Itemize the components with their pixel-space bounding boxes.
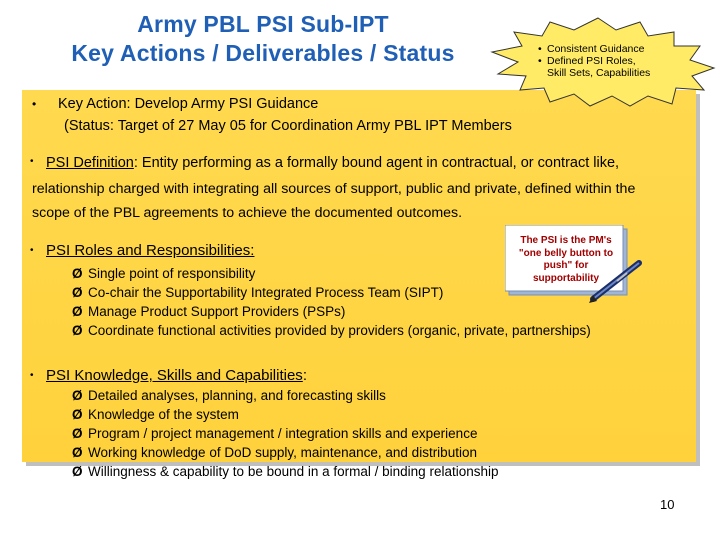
definition-text-1: Entity performing as a formally bound agent in contractual, or contract like,	[141, 155, 620, 171]
bullet: •	[30, 156, 34, 167]
skills-colon: :	[302, 367, 307, 384]
skills-item: Ø Willingness & capability to be bound in a formal / binding relationship	[72, 464, 499, 479]
starburst-item: • Defined PSI Roles,	[538, 55, 636, 67]
skills-item: Ø Working knowledge of DoD supply, maintenance, and distribution	[72, 445, 477, 460]
title-line-1: Army PBL PSI Sub-IPT	[137, 11, 389, 37]
roles-item: Ø Coordinate functional activities provided by providers (organic, private, partnerships)	[72, 323, 591, 338]
skills-item: Ø Program / project management / integration skills and experience	[72, 426, 478, 441]
definition-line-3: scope of the PBL agreements to achieve the documented outcomes.	[32, 205, 463, 221]
key-action-status: (Status: Target of 27 May 05 for Coordination Army PBL IPT Members	[64, 118, 512, 134]
key-action-line	[58, 96, 318, 113]
roles-item: Ø Single point of responsibility	[72, 266, 256, 281]
definition-label: PSI Definition	[46, 155, 134, 171]
roles-heading: PSI Roles and Responsibilities:	[46, 242, 255, 259]
note-callout	[505, 225, 645, 309]
skills-heading-line	[46, 367, 307, 384]
skills-list	[72, 386, 498, 481]
slide-title	[28, 10, 498, 68]
key-action-label: Key Action:	[58, 96, 131, 112]
bullet: •	[30, 370, 34, 381]
definition-line-1	[46, 155, 619, 172]
roles-item: Ø Co-chair the Supportability Integrated Process Team (SIPT)	[72, 285, 444, 300]
starburst-item-continuation: Skill Sets, Capabilities	[547, 67, 651, 79]
bullet: •	[30, 245, 34, 256]
key-action-text: Develop Army PSI Guidance	[134, 96, 319, 112]
definition-colon: :	[133, 155, 138, 171]
note-text: The PSI is the PM's "one belly button to push" for supportability	[518, 235, 614, 284]
title-line-2: Key Actions / Deliverables / Status	[71, 40, 455, 66]
roles-item: Ø Manage Product Support Providers (PSPs)	[72, 304, 346, 319]
page-number: 10	[660, 497, 675, 512]
skills-heading: PSI Knowledge, Skills and Capabilities	[46, 367, 303, 384]
starburst-item: • Consistent Guidance	[538, 43, 645, 55]
definition-line-2: relationship charged with integrating all sources of support, public and private, defined within the	[32, 181, 636, 197]
pen-icon	[587, 255, 647, 305]
starburst-callout	[478, 16, 718, 108]
bullet: •	[32, 97, 37, 111]
skills-item: Ø Detailed analyses, planning, and forecasting skills	[72, 388, 386, 403]
starburst-list	[538, 43, 708, 79]
skills-item: Ø Knowledge of the system	[72, 407, 239, 422]
